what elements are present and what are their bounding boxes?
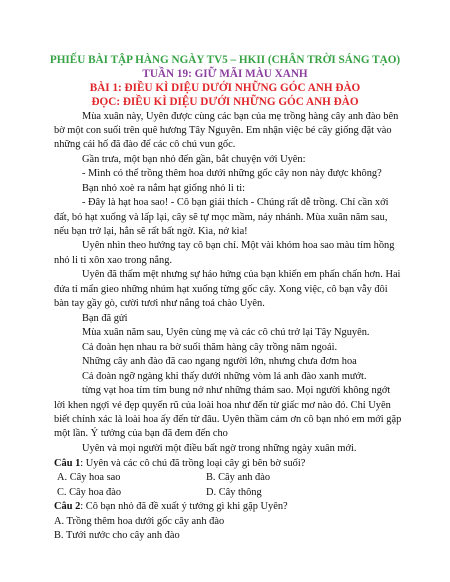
passage-line: Bạn nhỏ xoè ra nắm hạt giống nhỏ li ti: [82,183,246,194]
passage-line: Uyên nhìn theo hướng tay cô bạn chỉ. Một vài khóm hoa sao màu tím hồng [82,240,395,251]
passage-line: biết chính xác là loài hoa ấy đến từ đâu. Uyên thầm cảm ơn cô bạn nhỏ em mới gặp [54,414,402,425]
passage-line: một lần. Ý tưởng của bạn đã đem đến cho [54,428,228,439]
passage-line: đứa tỉ mẩn gieo những nhúm hạt xuống từng gốc cây. Xong việc, cô bạn vẫy đôi [54,284,388,295]
passage-line: Bạn đã gửi [82,313,128,324]
passage-line: đất, bỏ hạt xuống và lấp lại, cây sẽ tự mọc mầm, nảy nhánh. Mùa xuân năm sau, [54,212,388,223]
question-1-option-d[interactable]: D. Cây thông [206,487,262,498]
passage-line: Cả đoàn ngỡ ngàng khi thấy dưới những vòm lá anh đào xanh mướt. [82,371,367,382]
question-1-option-b[interactable]: B. Cây anh đào [206,472,271,483]
question-text: : Cô bạn nhỏ đã đề xuất ý tưởng gì khi gặp Uyên? [80,501,288,512]
passage-line: Uyên và mọi người một điều bất ngờ trong những ngày xuân mới. [82,443,357,454]
week-title: TUẦN 19: GIỮ MÃI MÀU XANH [142,68,308,80]
passage-line: Uyên đã thấm mệt nhưng sự háo hứng của bạn khiến em phấn chấn hơn. Hai [82,269,401,280]
question-1-option-a[interactable]: A. Cây hoa sao [57,472,121,483]
question-label: Câu 2 [54,501,81,512]
passage-line: nếu bạn trở lại, hẳn sẽ rất bất ngờ. Kìa, nở kìa! [54,226,248,237]
passage-line: những cái hố đã đào để các cô chú vun gốc. [54,139,236,150]
question-1 [54,457,414,471]
question-2 [54,500,414,514]
lesson-title: BÀI 1: ĐIỀU KÌ DIỆU DƯỚI NHỮNG GÓC ANH ĐÀO [89,82,361,94]
passage-line: nhỏ li ti xôn xao trong nắng. [54,255,173,266]
passage-line: Mùa xuân này, Uyên được cùng các bạn của mẹ trồng hàng cây anh đào bên [82,111,399,122]
reading-title: ĐỌC: ĐIỀU KÌ DIỆU DƯỚI NHỮNG GÓC ANH ĐÀO [91,96,359,108]
question-label: Câu 1 [54,458,81,469]
passage-line: từng vạt hoa tím tím bung nở như những thảm sao. Mọi người không ngớt [82,385,391,396]
passage-line: Mùa xuân năm sau, Uyên cùng mẹ và các cô chú trở lại Tây Nguyên. [82,327,370,338]
passage-line: - Đây là hạt hoa sao! - Cô bạn giải thích - Chúng rất dễ trồng. Chỉ cần xới [82,197,389,208]
question-1-option-c[interactable]: C. Cây hoa đào [57,487,122,498]
passage-line: bàn tay gầy gò, cười tươi như nắng toả chào Uyên. [54,298,265,309]
passage-line: Những cây anh đào đã cao ngang người lớn, nhưng chưa đơm hoa [82,356,357,367]
passage-line: lời khen ngợi vẻ đẹp quyến rũ của loài hoa như đến từ giấc mơ nào đó. Chỉ Uyên [54,400,391,411]
worksheet-title: PHIẾU BÀI TẬP HÀNG NGÀY TV5 – HKII (CHÂN TRỜI SÁNG TẠO) [49,54,401,66]
passage-line: Gần trưa, một bạn nhỏ đến gần, bắt chuyện với Uyên: [82,154,306,165]
question-2-option-b[interactable]: B. Tưới nước cho cây anh đào [54,530,180,541]
passage-line: - Mình có thể trồng thêm hoa dưới những gốc cây non này được không? [82,168,382,179]
question-text: : Uyên và các cô chú đã trồng loại cây gì bên bờ suối? [80,458,306,469]
passage-line: bờ một con suối trên quê hương Tây Nguyên. Em nhận việc bé cây giống đặt vào [54,125,392,136]
question-2-option-a[interactable]: A. Trồng thêm hoa dưới gốc cây anh đào [54,516,225,527]
passage-line: Cả đoàn hẹn nhau ra bờ suối thăm hàng cây trồng năm ngoái. [82,342,338,353]
